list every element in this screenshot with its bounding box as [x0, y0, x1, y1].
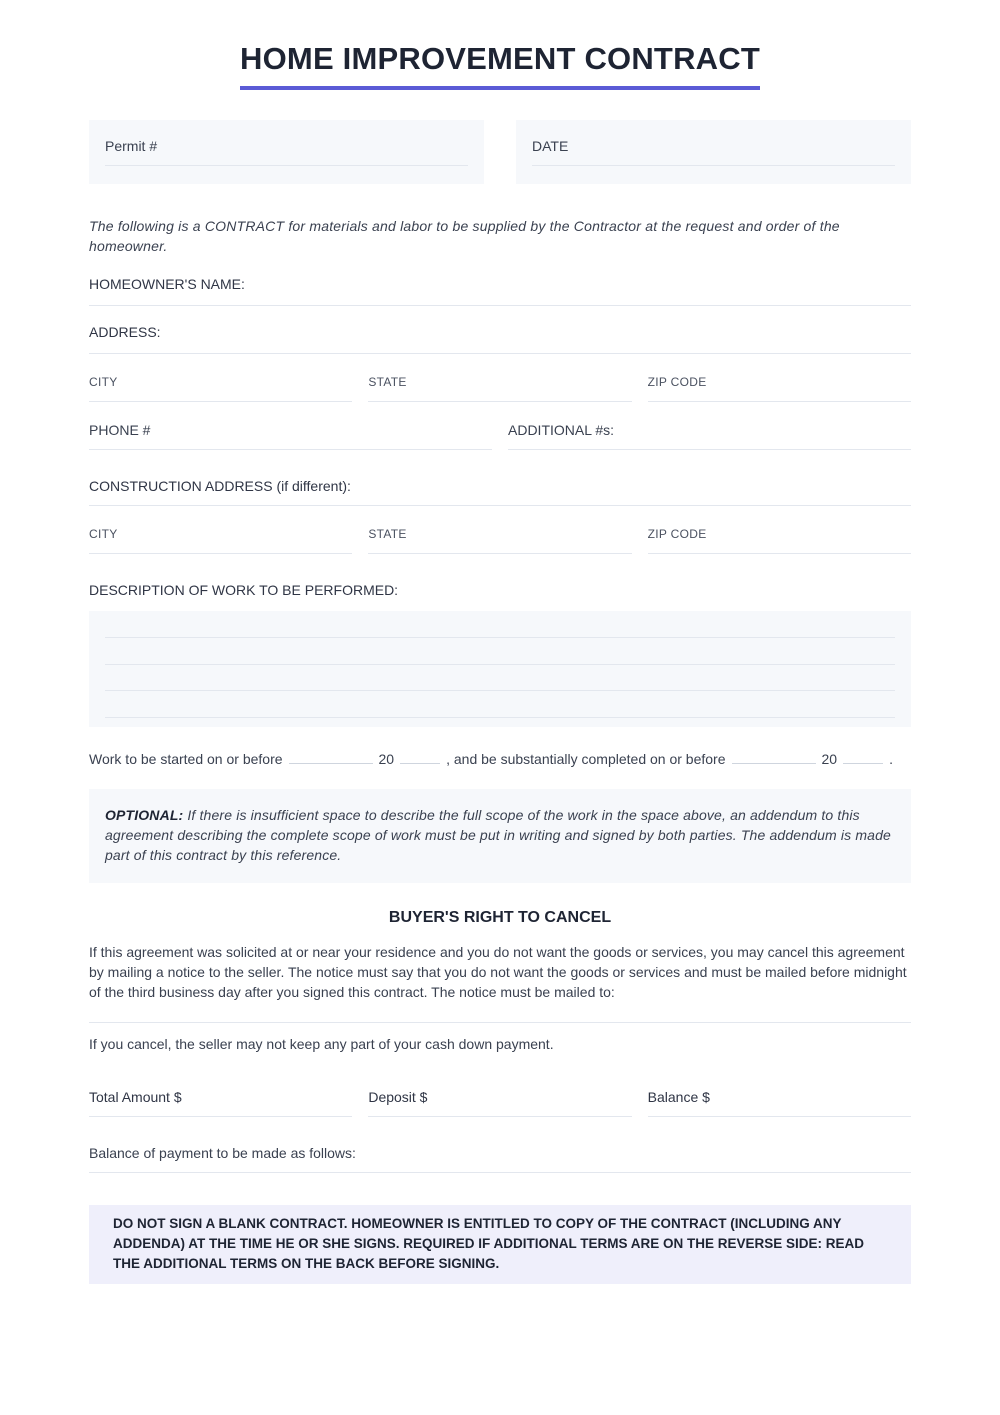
warning-notice: DO NOT SIGN A BLANK CONTRACT. HOMEOWNER IS ENTITLED TO COPY OF THE CONTRACT (INCLUDING ANY ADDENDA) AT THE TIME HE OR SHE SIGNS. REQUIRED IF ADDITIONAL TERMS ARE ON THE REVERSE SIDE: READ THE ADDITIONAL TERMS ON THE BACK BEFORE SIGNING.	[89, 1205, 911, 1284]
homeowner-name-field[interactable]	[89, 258, 911, 306]
construction-state-field[interactable]	[368, 506, 631, 554]
construction-city-field[interactable]	[89, 506, 352, 554]
balance-field[interactable]	[648, 1069, 911, 1117]
start-text: Work to be started on or before	[89, 751, 283, 768]
state-label: STATE	[368, 375, 407, 390]
city-field[interactable]	[89, 354, 352, 402]
description-line	[105, 665, 895, 692]
amounts-row	[89, 1069, 911, 1117]
description-line	[105, 638, 895, 665]
mail-to-field[interactable]	[89, 1002, 911, 1023]
phone-field[interactable]	[89, 402, 492, 450]
optional-text: If there is insufficient space to describe the full scope of the work in the space above, an addendum to this agreement describing the complete scope of work must be put in writing and signed by both parties. The addendum is made part of this contract by this reference.	[105, 807, 891, 864]
phone-row	[89, 402, 911, 450]
date-field[interactable]	[516, 120, 911, 184]
construction-city-row	[89, 506, 911, 554]
page-title: HOME IMPROVEMENT CONTRACT	[240, 40, 760, 90]
address-label: ADDRESS:	[89, 324, 161, 341]
additional-phone-field[interactable]	[508, 402, 911, 450]
description-field[interactable]	[89, 611, 911, 727]
construction-zip-label: ZIP CODE	[647, 527, 707, 542]
cancel-title: BUYER'S RIGHT TO CANCEL	[388, 909, 612, 927]
phone-label: PHONE #	[89, 422, 151, 439]
permit-label: Permit #	[105, 138, 468, 166]
start-year-prefix: 20	[378, 751, 395, 768]
intro-text: The following is a CONTRACT for materials and labor to be supplied by the Contractor at the request and order of the homeowner.	[89, 218, 840, 255]
homeowner-city-row	[89, 354, 911, 402]
cancel-text: If this agreement was solicited at or near your residence and you do not want the goods or services, you may cancel this agreement by mailing a notice to the seller. The notice must say that you do not want the goods or services and must be mailed before midnight of the third business day after you signed this contract. The notice must be mailed to:	[89, 944, 907, 1001]
total-amount-field[interactable]	[89, 1069, 352, 1117]
construction-state-label: STATE	[368, 527, 407, 542]
construction-zip-field[interactable]	[648, 506, 911, 554]
deposit-label: Deposit $	[368, 1089, 428, 1106]
homeowner-name-label: HOMEOWNER'S NAME:	[89, 276, 245, 293]
start-date-blank[interactable]	[289, 754, 373, 764]
deposit-field[interactable]	[368, 1069, 631, 1117]
optional-note	[89, 789, 911, 883]
start-year-blank[interactable]	[400, 754, 440, 764]
description-label: DESCRIPTION OF WORK TO BE PERFORMED:	[89, 582, 399, 599]
address-field[interactable]	[89, 306, 911, 354]
city-label: CITY	[89, 375, 118, 390]
construction-address-label: CONSTRUCTION ADDRESS (if different):	[89, 478, 351, 495]
optional-label: OPTIONAL:	[105, 807, 184, 824]
complete-date-blank[interactable]	[732, 754, 816, 764]
complete-text: , and be substantially completed on or before	[446, 751, 726, 768]
total-amount-label: Total Amount $	[89, 1089, 182, 1106]
title-wrap	[89, 0, 911, 90]
header-fields	[89, 120, 911, 184]
dates-end-punct: .	[889, 751, 893, 768]
state-field[interactable]	[368, 354, 631, 402]
work-dates-row	[89, 751, 911, 767]
construction-address-field[interactable]	[89, 450, 911, 506]
complete-year-prefix: 20	[821, 751, 838, 768]
description-line	[105, 691, 895, 718]
balance-label: Balance $	[647, 1089, 710, 1106]
balance-terms-label: Balance of payment to be made as follows:	[89, 1145, 356, 1162]
complete-year-blank[interactable]	[843, 754, 883, 764]
additional-phone-label: ADDITIONAL #s:	[508, 422, 615, 439]
construction-city-label: CITY	[89, 527, 118, 542]
zip-label: ZIP CODE	[647, 375, 707, 390]
balance-terms-field[interactable]	[89, 1117, 911, 1173]
cash-note: If you cancel, the seller may not keep any part of your cash down payment.	[89, 1036, 554, 1053]
date-label: DATE	[532, 138, 895, 166]
zip-field[interactable]	[648, 354, 911, 402]
description-line	[105, 611, 895, 638]
permit-field[interactable]	[89, 120, 484, 184]
